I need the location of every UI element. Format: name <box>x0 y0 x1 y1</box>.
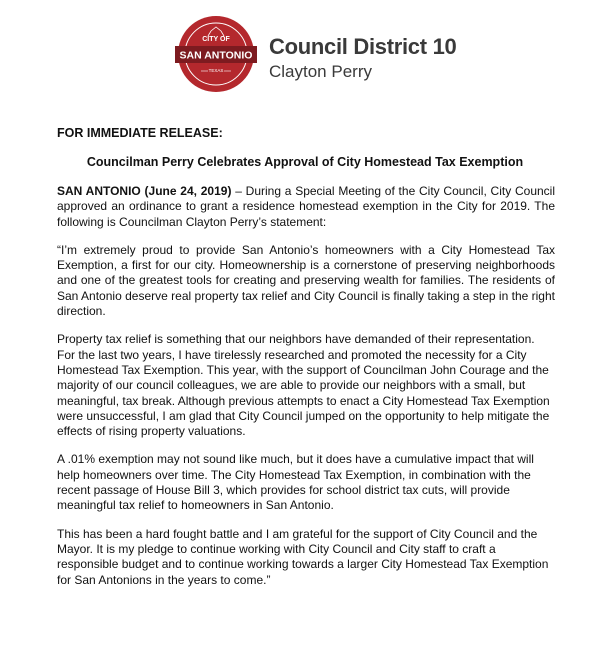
letterhead <box>175 14 455 94</box>
statement-paragraph: This has been a hard fought battle and I am grateful for the support of City Council and the Mayor. It is my pledge to continue working with City Council and City staff to craft a responsible budget and to continue working towards a larger City Homestead Tax Exemption for San Antonions in the years to come.” <box>57 526 549 587</box>
statement-paragraph: “I’m extremely proud to provide San Antonio’s homeowners with a City Homestead Tax Exemption, a first for our city. Homeownership is a cornerstone of preserving neighborhoods and one of the greatest tools for creating and preserving wealth for families. The residents of San Antonio deserve real property tax relief and City Council is finally taking a step in the right direction. <box>57 242 555 319</box>
seal-top-text: CITY OF <box>202 36 230 43</box>
city-seal-logo <box>175 14 257 94</box>
press-release-headline: Councilman Perry Celebrates Approval of City Homestead Tax Exemption <box>86 155 524 169</box>
intro-text: – During a Special Meeting of the City Council, City Council approved an ordinance to grant a residence homestead exemption in the City for 2019. The following is Councilman Clayton Perry’s statement: <box>57 184 555 229</box>
statement-paragraph: A .01% exemption may not sound like much, but it does have a cumulative impact that will help homeowners over time. The City Homestead Tax Exemption, in combination with the recent passage of House Bill 3, which provides for school district tax cuts, will provide meaningful tax relief to homeowners in San Antonio. <box>57 452 534 513</box>
release-label: FOR IMMEDIATE RELEASE: <box>57 126 223 140</box>
intro-paragraph <box>57 184 555 230</box>
seal-banner-text: SAN ANTONIO <box>179 49 253 62</box>
press-release-body <box>57 184 555 601</box>
dateline: SAN ANTONIO (June 24, 2019) <box>57 184 232 198</box>
district-name: Council District 10 <box>269 34 457 59</box>
seal-bottom-text: TEXAS <box>208 68 224 73</box>
councilman-name: Clayton Perry <box>269 62 372 81</box>
statement-paragraph: Property tax relief is something that our neighbors have demanded of their representation. For the last two years, I have tirelessly researched and promoted the necessity for a City Homestead Tax Exemption. This year, with the support of Councilman John Courage and the majority of our council colleagues, we are able to provide our neighbors with a small, but meaningful, tax break. Although previous attempts to enact a City Homestead Tax Exemption were unsuccessful, I am glad that City Council jumped on the opportunity to help mitigate the effects of rising property valuations. <box>57 332 550 439</box>
